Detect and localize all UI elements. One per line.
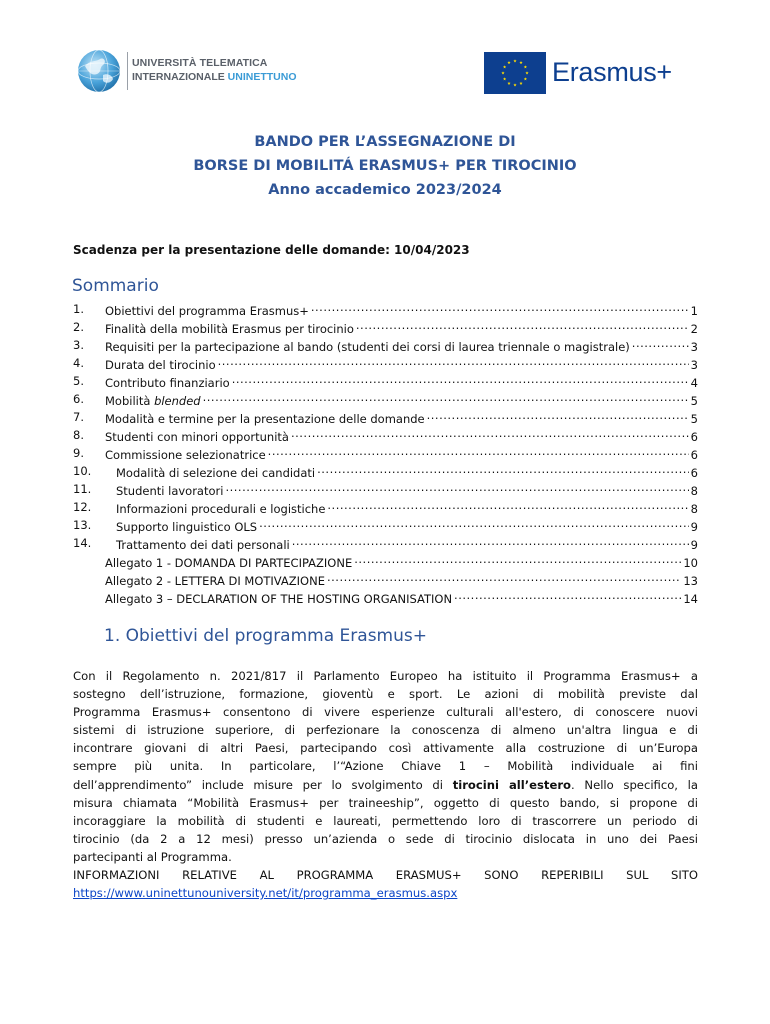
table-of-contents bbox=[73, 300, 698, 606]
toc-entry[interactable]: 7. Modalità e termine per la presentazione delle domande ..... 5 bbox=[73, 408, 698, 426]
university-name-line1: UNIVERSITÀ TELEMATICA bbox=[132, 57, 268, 69]
toc-entry[interactable]: 1. Obiettivi del programma Erasmus+ ..... 1 bbox=[73, 300, 698, 318]
body-line: sistemi di istruzione superiore, di perfezionare la conoscenza di almeno un'altra lingua e di bbox=[73, 723, 698, 738]
summary-heading: Sommario bbox=[72, 276, 159, 296]
body-line: partecipanti al Programma. bbox=[73, 849, 232, 864]
toc-entry[interactable]: 9. Commissione selezionatrice ..... 6 bbox=[73, 444, 698, 462]
toc-entry[interactable]: 4. Durata del tirocinio ..... 3 bbox=[73, 354, 698, 372]
body-line: sempre più unita. In particolare, l’“Azione Chiave 1 – Mobilità individuale ai fini bbox=[73, 759, 698, 774]
title-line-2: BORSE DI MOBILITÁ ERASMUS+ PER TIROCINIO bbox=[193, 158, 577, 174]
toc-entry[interactable]: 14. Trattamento dei dati personali ..... 9 bbox=[73, 534, 698, 552]
toc-entry[interactable]: 5. Contributo finanziario ..... 4 bbox=[73, 372, 698, 390]
body-line: sostegno dell’istruzione, formazione, gioventù e sport. Le azioni di mobilità previste dal bbox=[73, 687, 698, 702]
erasmus-program-link[interactable]: https://www.uninettunouniversity.net/it/programma_erasmus.aspx bbox=[73, 886, 458, 901]
toc-entry[interactable]: 2. Finalità della mobilità Erasmus per tirocinio ..... 2 bbox=[73, 318, 698, 336]
section-1-body bbox=[73, 667, 698, 902]
body-line: dell’apprendimento” include misure per lo svolgimento di tirocini all’estero. Nello specifico, la bbox=[73, 777, 698, 792]
body-line: INFORMAZIONI RELATIVE AL PROGRAMMA ERASMUS+ SONO REPERIBILI SUL SITO bbox=[73, 868, 698, 883]
body-line: tirocinio (da 2 a 12 mesi) presso un’azienda o sede di tirocinio dislocata in uno dei Paesi bbox=[73, 831, 698, 846]
erasmus-logo bbox=[484, 52, 694, 94]
university-logo bbox=[76, 48, 316, 94]
eu-flag-icon bbox=[484, 52, 546, 94]
globe-icon bbox=[76, 48, 122, 94]
body-line: Programma Erasmus+ consentono di vivere esperienze culturali all'estero, di conoscere nuovi bbox=[73, 705, 698, 720]
section-1-heading: 1. Obiettivi del programma Erasmus+ bbox=[104, 626, 427, 646]
body-line: misura chiamata “Mobilità Erasmus+ per traineeship”, oggetto di questo bando, si propone di bbox=[73, 795, 698, 810]
toc-entry[interactable]: 13. Supporto linguistico OLS ..... 9 bbox=[73, 516, 698, 534]
toc-entry[interactable]: 8. Studenti con minori opportunità ..... 6 bbox=[73, 426, 698, 444]
erasmus-program-link-line bbox=[73, 884, 698, 902]
body-line: incoraggiare la mobilità di studenti e laureati, permettendo loro di trascorrere un periodo di bbox=[73, 813, 698, 828]
erasmus-wordmark: Erasmus+ bbox=[552, 57, 672, 87]
toc-entry[interactable]: 3. Requisiti per la partecipazione al bando (studenti dei corsi di laurea triennale o magistrale) ..... 3 bbox=[73, 336, 698, 354]
university-name-line2: INTERNAZIONALE UNINETTUNO bbox=[132, 71, 297, 83]
logo-divider bbox=[127, 52, 128, 90]
toc-entry[interactable]: 10. Modalità di selezione dei candidati ..... 6 bbox=[73, 462, 698, 480]
toc-entry[interactable]: 11. Studenti lavoratori ..... 8 bbox=[73, 480, 698, 498]
body-line: Con il Regolamento n. 2021/817 il Parlamento Europeo ha istituito il Programma Erasmus+ a bbox=[73, 669, 698, 683]
toc-entry[interactable]: 12. Informazioni procedurali e logistiche ..... 8 bbox=[73, 498, 698, 516]
toc-entry-annex[interactable]: Allegato 3 – DECLARATION OF THE HOSTING ORGANISATION ..... 14 bbox=[73, 588, 698, 606]
toc-entry-annex[interactable]: Allegato 2 - LETTERA DI MOTIVAZIONE ..... 13 bbox=[73, 570, 698, 588]
title-line-1: BANDO PER L’ASSEGNAZIONE DI bbox=[254, 134, 516, 150]
toc-entry[interactable]: 6. Mobilità blended ..... 5 bbox=[73, 390, 698, 408]
toc-entry-annex[interactable]: Allegato 1 - DOMANDA DI PARTECIPAZIONE ..... 10 bbox=[73, 552, 698, 570]
title-line-3: Anno accademico 2023/2024 bbox=[268, 182, 502, 198]
deadline-text: Scadenza per la presentazione delle domande: 10/04/2023 bbox=[73, 243, 470, 257]
body-line: incontrare giovani di altri Paesi, partecipando così attivamente alla costruzione di un’Europa bbox=[73, 741, 698, 756]
